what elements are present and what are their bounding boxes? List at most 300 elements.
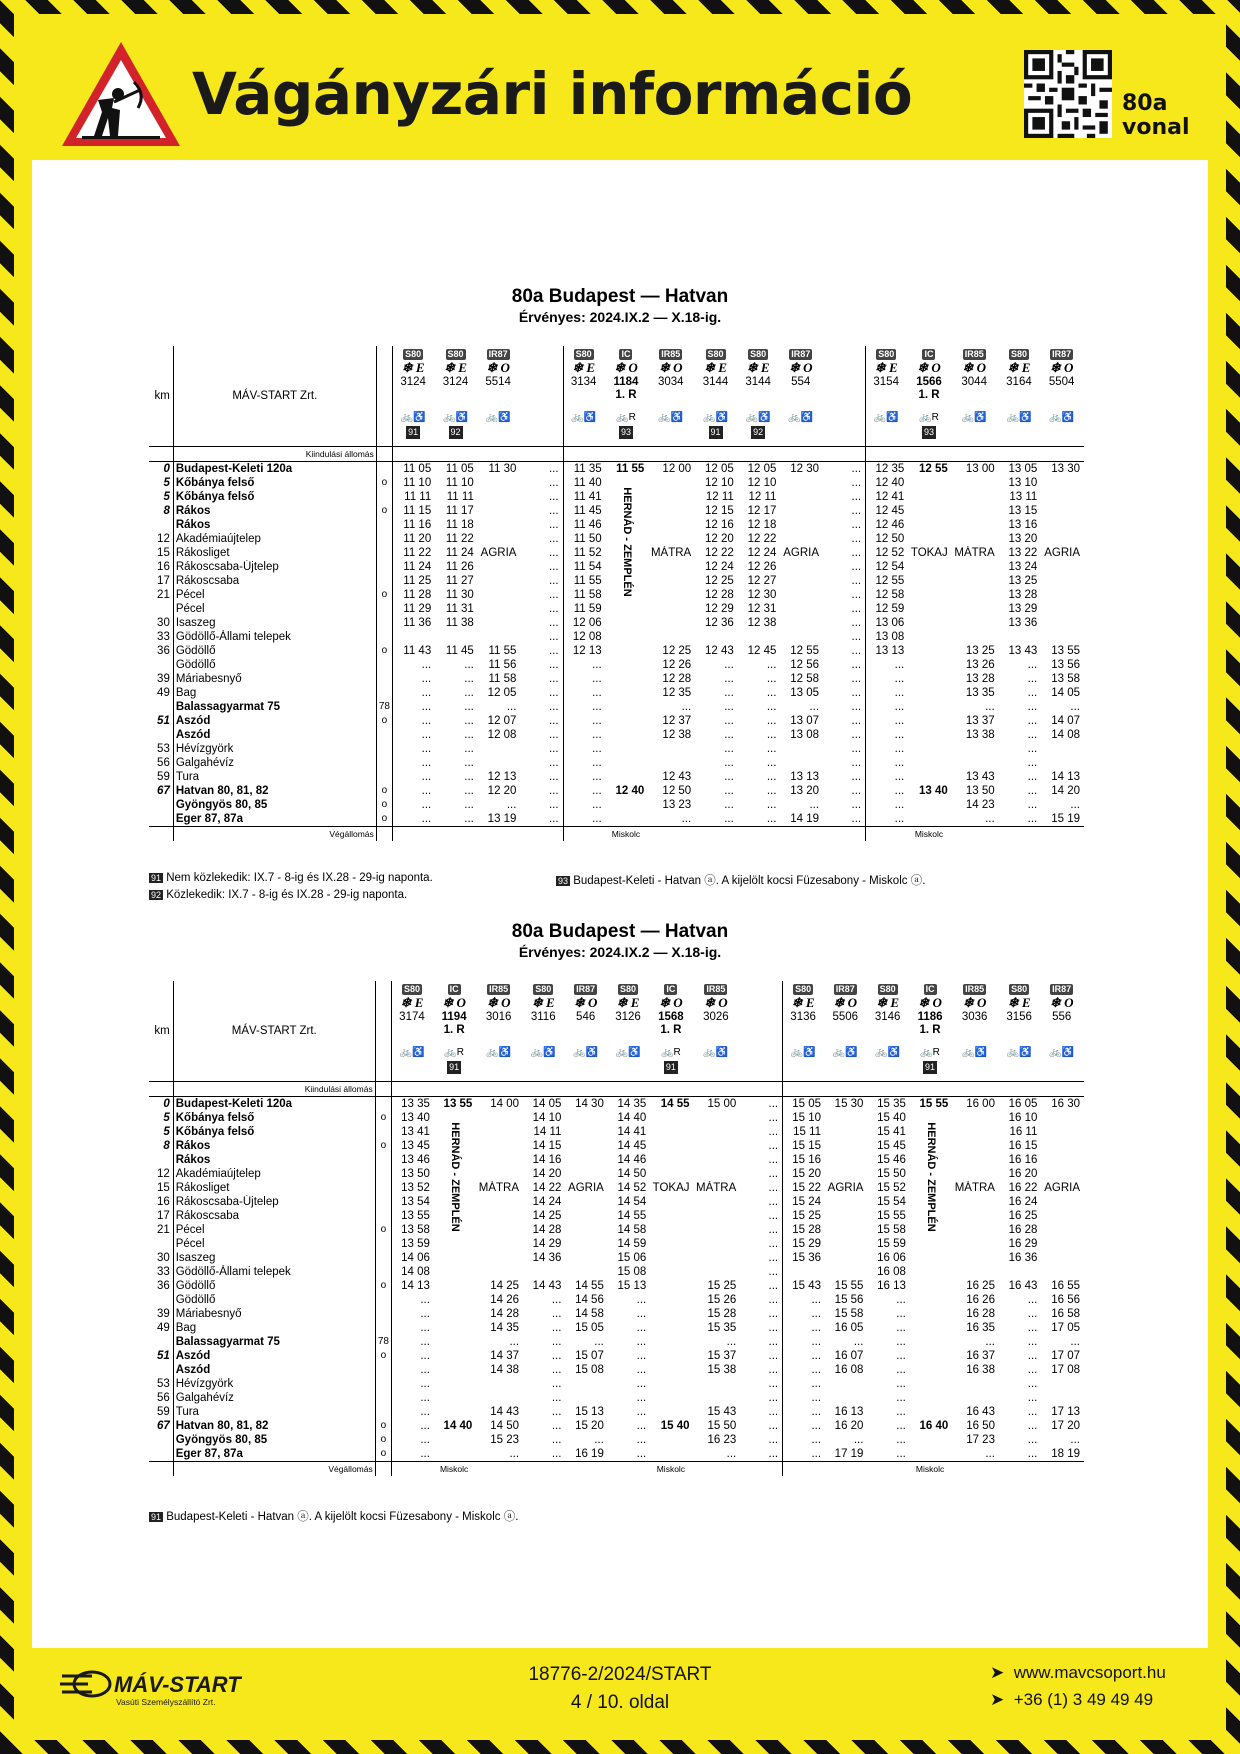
time-cell: 12 25 — [662, 644, 692, 657]
time-cell: 16 58 — [1051, 1307, 1080, 1320]
time-cell: 12 38 — [747, 616, 777, 629]
time-cell: 12 28 — [662, 672, 692, 685]
time-cell — [606, 728, 649, 742]
station-name: Pécel — [173, 588, 376, 602]
time-cell: ... — [592, 658, 602, 671]
time-cell: ... — [506, 798, 517, 811]
time-cell: 16 13 — [877, 1279, 906, 1292]
time-cell: ... — [724, 686, 734, 699]
time-cell — [1041, 616, 1084, 630]
station-name: Isaszeg — [173, 616, 376, 630]
time-cell — [952, 1125, 999, 1139]
time-cell: 12 10 — [705, 476, 734, 489]
time-cell — [650, 1111, 693, 1125]
station-name: Budapest-Keleti 120a — [173, 1096, 375, 1111]
time-cell: 13 59 — [401, 1237, 430, 1250]
time-cell — [908, 812, 951, 827]
train-header — [436, 981, 472, 1074]
time-cell: 14 40 — [617, 1111, 647, 1124]
bike-icon: 🚲♿ — [573, 1047, 599, 1058]
time-cell — [1041, 560, 1084, 574]
time-cell: 14 08 — [1051, 728, 1080, 741]
train-class: E — [805, 995, 815, 1010]
time-cell — [1041, 1167, 1084, 1181]
time-cell — [694, 1125, 741, 1139]
time-cell: 15 16 — [792, 1153, 822, 1166]
train-class: O — [673, 995, 683, 1010]
time-cell: ... — [636, 1307, 647, 1320]
station-symbol — [376, 461, 392, 476]
station-symbol — [375, 1167, 391, 1181]
time-cell: 12 22 — [705, 546, 734, 559]
time-cell — [908, 616, 951, 630]
time-cell: 13 50 — [401, 1167, 430, 1180]
time-cell: ... — [766, 812, 777, 825]
time-cell: ... — [592, 672, 602, 685]
origin-label: Kiindulási állomás — [173, 446, 376, 461]
footnote-text: Közlekedik: IX.7 - 8-ig és IX.28 - 29-ig naponta. — [166, 889, 408, 901]
time-cell — [908, 742, 951, 756]
time-cell: ... — [592, 756, 602, 769]
time-cell — [825, 1391, 867, 1405]
time-cell: ... — [592, 784, 602, 797]
time-cell: 13 41 — [401, 1125, 430, 1138]
time-cell — [606, 616, 649, 630]
time-cell — [476, 1251, 523, 1265]
station-row — [149, 1307, 1084, 1321]
station-row — [149, 1335, 1084, 1349]
time-cell: 16 43 — [966, 1405, 995, 1418]
station-name: Rákosliget — [173, 546, 376, 560]
time-cell: 15 15 — [792, 1139, 822, 1152]
train-class: O — [628, 360, 638, 375]
time-cell: 15 59 — [877, 1237, 906, 1250]
time-cell: 13 37 — [965, 714, 995, 727]
time-cell: 14 13 — [401, 1279, 430, 1292]
time-cell — [908, 798, 951, 812]
train-symbol: ❄ O — [962, 360, 986, 375]
train-column-header — [606, 346, 649, 446]
time-cell: ... — [420, 1307, 430, 1320]
bike-icon: 🚲♿ — [486, 1047, 512, 1058]
bike-icon: 🚲♿ — [399, 1047, 425, 1058]
train-symbol: ❄ E — [874, 360, 898, 375]
time-cell: MÁTRA — [478, 1181, 520, 1194]
time-cell: 15 43 — [792, 1279, 822, 1292]
time-cell — [910, 1265, 952, 1279]
time-cell: 11 15 — [403, 504, 432, 517]
time-cell — [606, 446, 649, 461]
destination-cell — [476, 1461, 523, 1476]
time-cell — [910, 1251, 952, 1265]
time-cell: ... — [421, 784, 432, 797]
destination-cell — [1041, 1461, 1084, 1476]
time-cell — [908, 770, 951, 784]
train-header — [394, 981, 430, 1059]
time-cell: ... — [894, 812, 905, 825]
train-symbol: ❄ O — [1049, 360, 1074, 375]
station-row — [149, 798, 1084, 812]
time-cell — [434, 1321, 476, 1335]
time-cell: 11 50 — [573, 532, 602, 545]
train-name-label: HERNÁD - ZEMPLÉN — [925, 1121, 938, 1232]
time-cell: ... — [823, 728, 866, 742]
time-cell: AGRIA — [783, 546, 820, 559]
time-cell: 12 50 — [875, 532, 905, 545]
time-cell: ... — [520, 588, 563, 602]
time-cell: 14 05 — [532, 1097, 562, 1110]
time-cell — [910, 1307, 952, 1321]
bike-icon: 🚲R — [661, 1047, 681, 1058]
train-number: 3144 — [745, 376, 771, 388]
time-cell: ... — [740, 1237, 782, 1251]
train-number: 3116 — [530, 1011, 556, 1023]
time-cell: 13 40 — [918, 784, 948, 797]
train-category-badge: S80 — [1011, 984, 1028, 994]
destination-cell — [695, 826, 738, 841]
time-cell — [648, 630, 695, 644]
time-cell — [952, 476, 999, 490]
train-symbol: ❄ E — [704, 360, 727, 375]
time-cell: 13 00 — [965, 462, 995, 475]
station-row — [149, 1251, 1084, 1265]
train-class: O — [500, 360, 510, 375]
train-number: 3144 — [702, 376, 729, 388]
time-cell — [606, 812, 649, 827]
time-cell: 13 05 — [1008, 462, 1038, 475]
station-row — [149, 1181, 1084, 1195]
phone-text[interactable]: +36 (1) 3 49 49 49 — [1013, 1690, 1154, 1709]
time-cell: 15 06 — [617, 1251, 647, 1264]
station-symbol — [375, 1307, 391, 1321]
time-cell: ... — [592, 700, 602, 713]
website-link[interactable] — [990, 1663, 1166, 1683]
time-cell: ... — [896, 1363, 906, 1376]
time-cell — [780, 490, 823, 504]
time-cell: 15 24 — [792, 1195, 822, 1208]
time-cell — [825, 1195, 867, 1209]
time-cell — [650, 1321, 693, 1335]
time-cell — [952, 1209, 999, 1223]
time-cell: ... — [420, 1349, 430, 1362]
time-cell: ... — [420, 1391, 430, 1404]
time-cell: ... — [740, 1139, 782, 1153]
train-category-badge: IR87 — [791, 349, 811, 359]
time-cell: 11 16 — [403, 518, 432, 531]
time-cell: 12 10 — [747, 476, 777, 489]
time-cell: ... — [592, 770, 602, 783]
station-symbol: o — [375, 1223, 391, 1237]
time-cell — [908, 672, 951, 686]
time-cell: ... — [811, 1447, 822, 1460]
train-header — [868, 346, 904, 424]
sym-cell — [376, 826, 392, 841]
destination-cell — [565, 1461, 607, 1476]
time-cell — [565, 1081, 607, 1096]
time-cell: ... — [724, 672, 734, 685]
time-cell: ... — [740, 1405, 782, 1419]
footnote-text: Budapest-Keleti - Hatvan ⓐ. A kijelölt kocsi Füzesabony - Miskolc ⓐ. — [166, 1511, 519, 1523]
time-cell — [650, 1265, 693, 1279]
time-cell: ... — [1027, 784, 1038, 797]
train-column-header — [478, 346, 521, 446]
time-cell — [910, 1335, 952, 1349]
website-text[interactable]: www.mavcsoport.hu — [1013, 1663, 1166, 1682]
time-cell: 15 08 — [575, 1363, 604, 1376]
time-cell: 13 29 — [1008, 602, 1038, 615]
time-cell: ... — [740, 1167, 782, 1181]
footnote-ref: 91 — [925, 1062, 936, 1072]
time-cell: ... — [811, 1335, 822, 1348]
km-cell: 0 — [149, 461, 173, 476]
time-cell: 17 08 — [1051, 1363, 1080, 1376]
time-cell — [606, 486, 649, 597]
station-row — [149, 518, 1084, 532]
sym-cell — [375, 1081, 391, 1096]
time-cell: ... — [811, 1419, 822, 1432]
time-cell: ... — [724, 658, 734, 671]
km-cell: 5 — [149, 476, 173, 490]
time-cell: ... — [1027, 728, 1038, 741]
bike-icon: 🚲♿ — [703, 412, 728, 423]
destination-label: Végállomás — [173, 826, 376, 841]
time-cell: ... — [636, 1335, 647, 1348]
time-cell — [434, 1265, 476, 1279]
time-cell: 11 25 — [403, 574, 432, 587]
arrow-icon: ➤ — [990, 1663, 1005, 1682]
train-category-badge: IR87 — [576, 984, 596, 994]
time-cell: ... — [894, 798, 905, 811]
time-cell — [780, 560, 823, 574]
time-cell: 15 50 — [707, 1419, 737, 1432]
time-cell: ... — [823, 812, 866, 827]
station-symbol: o — [376, 644, 392, 658]
time-cell: 11 46 — [573, 518, 602, 531]
time-cell — [740, 1081, 782, 1096]
km-cell — [149, 1447, 173, 1462]
time-cell: 12 30 — [747, 588, 777, 601]
time-cell — [1041, 1265, 1084, 1279]
time-cell: 11 17 — [445, 504, 474, 517]
train-number: 3136 — [790, 1011, 816, 1023]
time-cell: 12 36 — [705, 616, 734, 629]
time-cell — [434, 1307, 476, 1321]
time-cell: 15 40 — [877, 1111, 906, 1124]
time-cell: ... — [894, 784, 905, 797]
time-cell: 12 45 — [747, 644, 777, 657]
train-symbol: ❄ E — [791, 995, 815, 1010]
bike-icon: 🚲♿ — [530, 1047, 556, 1058]
km-cell — [149, 1153, 173, 1167]
time-cell — [825, 1111, 867, 1125]
time-cell: ... — [823, 686, 866, 700]
time-cell: ... — [520, 490, 563, 504]
station-name: Hévízgyörk — [173, 742, 376, 756]
station-row — [149, 728, 1084, 742]
time-cell — [650, 1433, 693, 1447]
km-cell: 5 — [149, 1111, 173, 1125]
train-column-header — [650, 981, 693, 1081]
station-row — [149, 1237, 1084, 1251]
time-cell: 13 16 — [1008, 518, 1038, 531]
station-name: Rákoscsaba-Újtelep — [173, 560, 376, 574]
station-symbol — [376, 518, 392, 532]
time-cell: 14 50 — [617, 1167, 647, 1180]
time-cell: 13 20 — [1008, 532, 1038, 545]
time-cell: 16 20 — [1008, 1167, 1038, 1180]
time-cell: ... — [464, 714, 474, 727]
train-category-badge: IR85 — [706, 984, 726, 994]
station-name: Galgahévíz — [173, 1391, 375, 1405]
time-cell — [476, 1195, 523, 1209]
time-cell: 12 13 — [572, 644, 602, 657]
time-cell: ... — [421, 728, 432, 741]
time-cell — [565, 1391, 607, 1405]
time-cell: ... — [520, 476, 563, 490]
time-cell — [476, 1081, 523, 1096]
station-row — [149, 700, 1084, 714]
time-cell: ... — [520, 770, 563, 784]
time-cell: ... — [1027, 1377, 1038, 1390]
time-cell: ... — [1070, 700, 1080, 713]
time-cell: ... — [740, 1279, 782, 1293]
time-cell: MÁTRA — [695, 1181, 737, 1194]
station-row — [149, 476, 1084, 490]
time-cell — [952, 630, 999, 644]
station-row — [149, 1293, 1084, 1307]
train-symbol: ❄ O — [833, 995, 858, 1010]
time-cell — [478, 490, 521, 504]
time-cell: 16 13 — [834, 1405, 864, 1418]
destination-cell — [393, 826, 436, 841]
time-cell: 17 13 — [1051, 1405, 1080, 1418]
train-symbol: ❄ O — [486, 995, 511, 1010]
time-cell — [825, 1265, 867, 1279]
station-symbol — [375, 1195, 391, 1209]
time-cell: 12 26 — [747, 560, 777, 573]
time-cell: 13 08 — [790, 728, 820, 741]
km-cell: 33 — [149, 1265, 173, 1279]
time-cell — [434, 1377, 476, 1391]
station-symbol: o — [375, 1447, 391, 1462]
time-cell: 13 35 — [965, 686, 995, 699]
time-cell: 11 22 — [445, 532, 474, 545]
time-cell: ... — [740, 1181, 782, 1195]
train-number: 3154 — [873, 376, 899, 388]
time-cell: ... — [811, 1349, 822, 1362]
km-cell — [149, 1363, 173, 1377]
time-cell: 13 20 — [790, 784, 820, 797]
time-cell: ... — [520, 728, 563, 742]
footnote-92 — [149, 889, 407, 901]
time-cell: 16 55 — [1051, 1279, 1080, 1292]
time-cell — [910, 1349, 952, 1363]
train-category-badge: S80 — [447, 349, 464, 359]
time-cell: ... — [464, 742, 474, 755]
time-cell — [866, 446, 909, 461]
time-cell — [478, 532, 521, 546]
time-cell: ... — [894, 728, 905, 741]
destination-cell — [823, 826, 866, 841]
time-cell: 11 45 — [573, 504, 602, 517]
station-symbol — [376, 490, 392, 504]
time-cell — [780, 616, 823, 630]
time-cell: 17 05 — [1051, 1321, 1080, 1334]
time-cell — [780, 602, 823, 616]
time-cell — [825, 1139, 867, 1153]
station-symbol — [375, 1363, 391, 1377]
time-cell: ... — [823, 461, 866, 476]
time-cell — [434, 1447, 476, 1462]
station-symbol: o — [375, 1419, 391, 1433]
station-symbol — [376, 560, 392, 574]
time-cell: 16 07 — [834, 1349, 864, 1362]
time-cell: ... — [636, 1391, 647, 1404]
train-symbol: ❄ E — [876, 995, 900, 1010]
destination-row — [149, 826, 1084, 841]
destination-cell: Miskolc — [650, 1461, 693, 1476]
station-symbol — [375, 1209, 391, 1223]
footnote-91 — [149, 872, 433, 884]
station-row — [149, 1405, 1084, 1419]
station-symbol — [376, 574, 392, 588]
time-cell: ... — [551, 1363, 562, 1376]
time-cell: ... — [520, 560, 563, 574]
time-cell: ... — [520, 658, 563, 672]
time-cell: 11 11 — [404, 490, 432, 503]
train-class: E — [760, 360, 770, 375]
station-symbol — [375, 1405, 391, 1419]
station-row — [149, 1139, 1084, 1153]
time-cell: ... — [1027, 1349, 1038, 1362]
time-cell: 14 22 — [532, 1181, 562, 1194]
time-cell — [738, 446, 781, 461]
time-cell: 15 36 — [792, 1251, 822, 1264]
time-cell — [563, 446, 606, 461]
train-symbol: ❄ E — [616, 995, 640, 1010]
time-cell: ... — [1070, 1433, 1080, 1446]
time-cell: MÁTRA — [650, 546, 692, 559]
phone-link[interactable] — [990, 1690, 1153, 1710]
station-name: Budapest-Keleti 120a — [173, 461, 376, 476]
time-cell: ... — [740, 1321, 782, 1335]
train-column-header — [908, 346, 951, 446]
time-cell: 14 00 — [490, 1097, 520, 1110]
time-cell: ... — [1027, 1433, 1038, 1446]
footnote-text: Nem közlekedik: IX.7 - 8-ig és IX.28 - 29-ig naponta. — [166, 872, 433, 884]
station-symbol — [376, 728, 392, 742]
time-cell — [435, 630, 478, 644]
km-cell: 16 — [149, 1195, 173, 1209]
train-column-header — [780, 346, 823, 446]
train-number: 3134 — [570, 376, 597, 388]
time-cell: ... — [894, 672, 905, 685]
time-cell — [606, 756, 649, 770]
time-cell — [780, 574, 823, 588]
time-cell — [910, 1293, 952, 1307]
time-cell: ... — [985, 1335, 995, 1348]
time-cell — [434, 1335, 476, 1349]
time-cell: ... — [766, 756, 777, 769]
time-cell — [952, 742, 999, 756]
train-class: E — [1021, 995, 1031, 1010]
time-cell — [694, 1081, 741, 1096]
train-number: 3124 — [400, 376, 426, 388]
time-cell: ... — [724, 756, 734, 769]
km-cell: 49 — [149, 686, 173, 700]
train-category-badge: S80 — [750, 349, 767, 359]
time-cell: ... — [766, 700, 777, 713]
